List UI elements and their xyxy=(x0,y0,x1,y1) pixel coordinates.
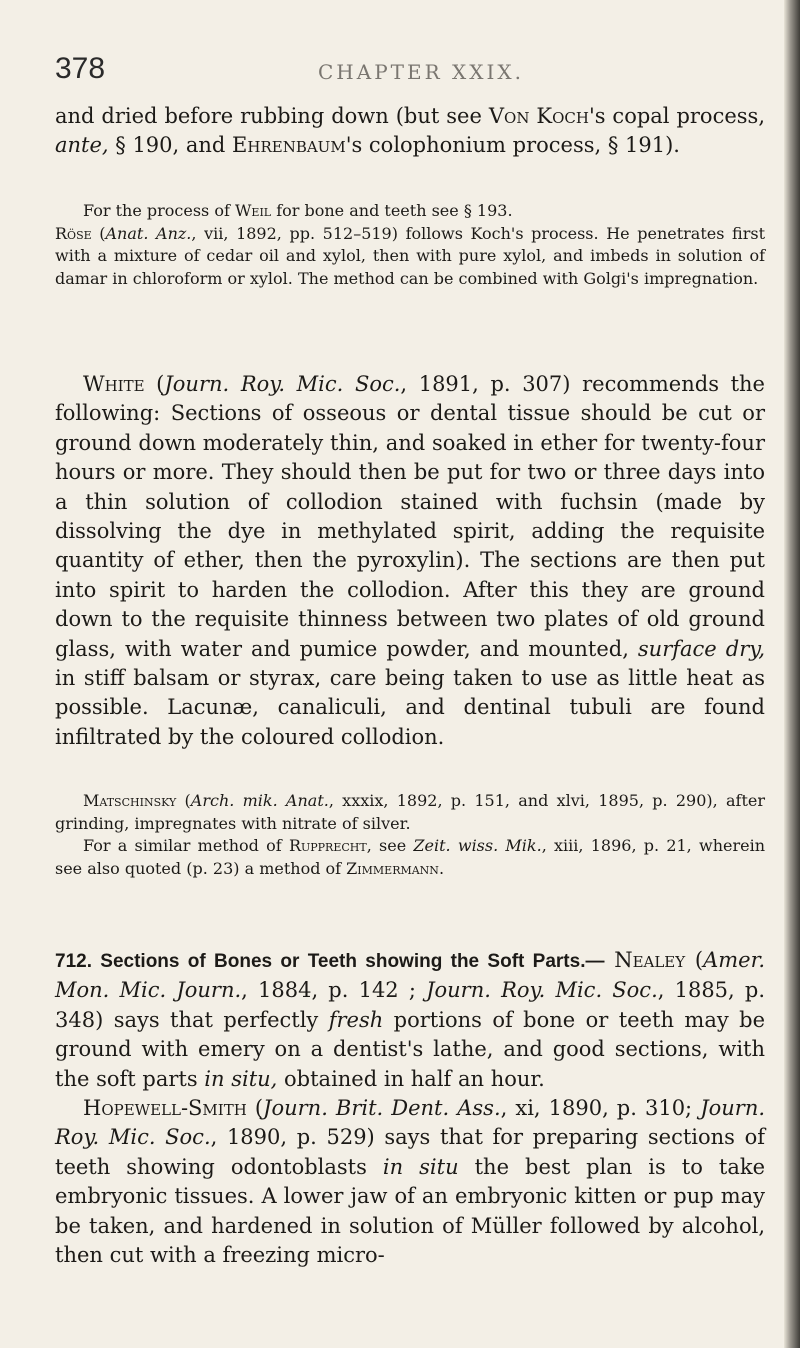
author-name: Nealey xyxy=(614,948,686,972)
paragraph-text: and dried before rubbing down (but see Von Koch's copal process, ante, § 190, and Ehrenbaum's colophonium process, § 191). xyxy=(55,104,765,158)
author-name: Ehrenbaum xyxy=(232,133,346,158)
author-name: Matschinsky xyxy=(83,791,177,810)
note-line: For the process of Weil for bone and teeth see § 193. xyxy=(83,201,513,220)
citation: Journ. Roy. Mic. Soc. xyxy=(426,978,658,1003)
author-name: Von Koch xyxy=(488,104,589,128)
citation: Zeit. wiss. Mik. xyxy=(413,836,542,856)
page-number: 378 xyxy=(55,52,106,85)
running-head: CHAPTER XXIX. xyxy=(318,60,524,84)
note-matschinsky xyxy=(55,790,765,880)
paragraph-continuation xyxy=(55,102,765,161)
paragraph-text: Hopewell-Smith (Journ. Brit. Dent. Ass., xi, 1890, p. 310; Journ. Roy. Mic. Soc., 1890, p. 529) says that for preparing sections of teeth showing odontoblasts in situ the best plan is to take embryonic tissues. A lower jaw of an embryonic kitten or pup may be taken, and hardened in solution of Müller followed by alcohol, then cut with a freezing micro- xyxy=(55,1096,766,1268)
author-name: Röse xyxy=(55,223,92,243)
author-name: Zimmermann xyxy=(346,858,439,878)
page-header xyxy=(0,52,780,92)
author-name: Hopewell-Smith xyxy=(83,1096,247,1121)
paragraph-text: 712. Sections of Bones or Teeth showing the Soft Parts.— Nealey (Amer. Mon. Mic. Journ., 1884, p. 142 ; Journ. Roy. Mic. Soc., 1885, p. 348) says that perfectly fresh portions of bone or teeth may be ground with emery on a dentist's lathe, and good sections, with the soft parts in situ, obtained in half an hour. xyxy=(55,948,765,1091)
note-weil-rose xyxy=(55,200,765,290)
paragraph-text: White (Journ. Roy. Mic. Soc., 1891, p. 307) recommends the following: Sections of osseous or dental tissue should be cut or ground down moderately thin, and soaked in ether for twenty-four hours or more. They should then be put for two or three days into a thin solution of collodion stained with fuchsin (made by dissolving the dye in methylated spirit, adding the requisite quantity of ether, then the pyroxylin). The sections are then put into spirit to harden the collodion. After this they are ground down to the requisite thinness between two plates of old ground glass, with water and pumice powder, and mounted, surface dry, in stiff balsam or styrax, care being taken to use as little heat as possible. Lacunæ, canaliculi, and dentinal tubuli are found infiltrated by the coloured collodion. xyxy=(55,372,765,749)
section-712 xyxy=(55,946,765,1270)
citation: Journ. Brit. Dent. Ass. xyxy=(263,1096,501,1121)
note-text: Matschinsky (Arch. mik. Anat., xxxix, 1892, p. 151, and xlvi, 1895, p. 290), after grinding, impregnates with nitrate of silver. xyxy=(55,791,765,833)
author-name: Rupprecht xyxy=(288,836,367,856)
page-edge-shadow xyxy=(784,0,800,1348)
citation: Amer. Mon. Mic. Journ. xyxy=(55,948,765,1003)
note-text: For a similar method of Rupprecht, see Zeit. wiss. Mik., xiii, 1896, p. 21, wherein see also quoted (p. 23) a method of Zimmermann. xyxy=(55,836,766,878)
author-name: White xyxy=(83,372,145,396)
citation: Arch. mik. Anat. xyxy=(190,791,329,810)
citation: Anat. Anz. xyxy=(105,223,192,243)
author-name: Weil xyxy=(234,201,272,220)
citation: Journ. Roy. Mic. Soc. xyxy=(164,372,401,396)
section-heading: 712. Sections of Bones or Teeth showing the Soft Parts.— xyxy=(55,951,605,972)
citation: Journ. Roy. Mic. Soc. xyxy=(55,1096,766,1150)
paragraph-white xyxy=(55,370,765,752)
note-text: Röse (Anat. Anz., vii, 1892, pp. 512–519) follows Koch's process. He penetrates first with a mixture of cedar oil and xylol, then with pure xylol, and imbeds in solution of damar in chloroform or xylol. The method can be combined with Golgi's impregnation. xyxy=(55,223,766,288)
